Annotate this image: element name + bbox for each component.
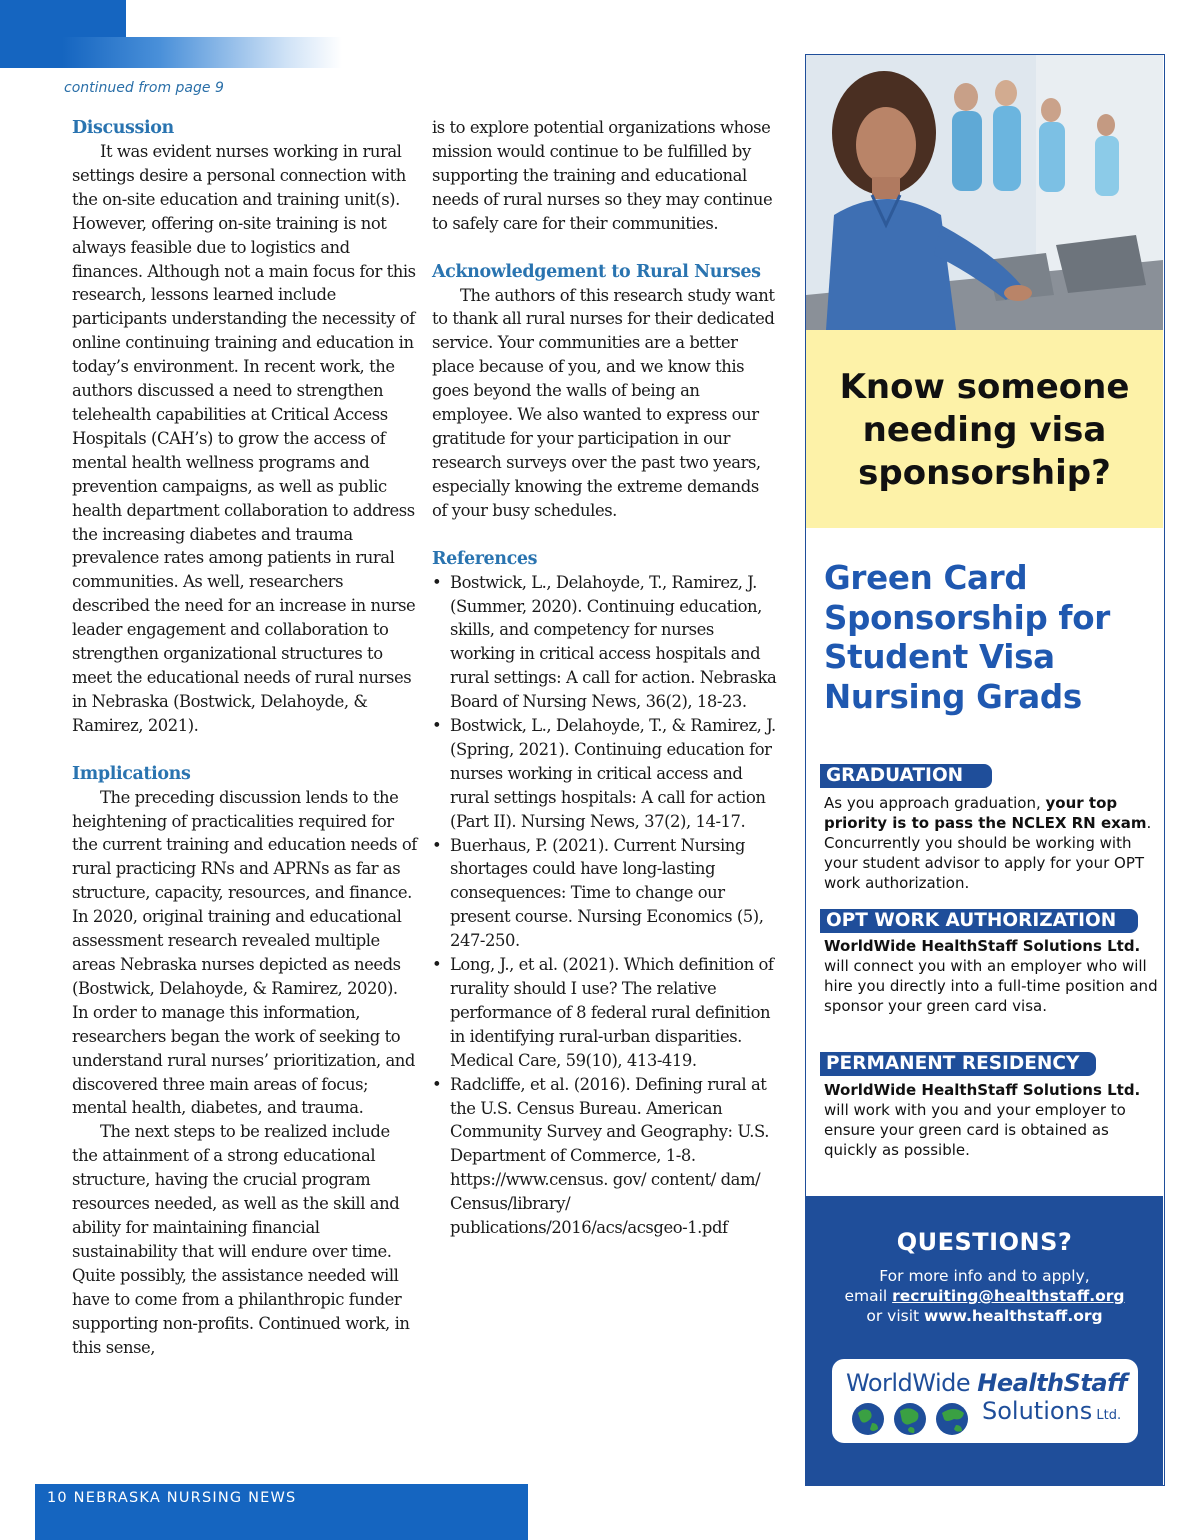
reference-item: • Bostwick, L., Delahoyde, T., Ramirez, J. (Summer, 2020). Continuing education, skills, and competency for nurses working in critical access hospitals and rural settings: A call for action. Nebraska Board of Nursing News, 36(2), 18-23. bbox=[432, 571, 777, 714]
questions-box bbox=[806, 1196, 1163, 1486]
company-logo bbox=[832, 1359, 1138, 1443]
implications-paragraph-1: The preceding discussion lends to the heightening of practicalities required for the current training and education needs of rural practicing RNs and APRNs as far as structure, capacity, resources, and finance. In 2020, original training and educational assessment research revealed multiple areas Nebraska nurses depicted as needs (Bostwick, Delahoyde, & Ramirez, 2020). In order to manage this information, researchers began the work of seeking to understand rural nurses’ prioritization, and discovered three main areas of focus; mental health, diabetes, and trauma. bbox=[72, 787, 417, 1118]
reference-item: • Buerhaus, P. (2021). Current Nursing shortages could have long-lasting consequences: Time to change our present course. Nursing Economics (5), 247-250. bbox=[432, 834, 777, 954]
reference-item: • Radcliffe, et al. (2016). Defining rural at the U.S. Census Bureau. American Community Survey and Geography: U.S. Department of Commerce, 1-8. https://www.census. gov/ content/ dam/ Census/library/ publications/2016/acs/acsgeo-1.pdf bbox=[432, 1073, 777, 1240]
questions-title: QUESTIONS? bbox=[896, 1228, 1073, 1256]
implications-paragraph-2: The next steps to be realized include the attainment of a strong educational structure, having the crucial program resources needed, as well as the skill and ability for maintaining financial sustainability that will endure over time. Quite possibly, the assistance needed will have to come from a philanthropic funder supporting non-profits. Continued work, in this sense, bbox=[72, 1122, 410, 1357]
article-column-2 bbox=[432, 116, 777, 1240]
implications-heading: Implications bbox=[72, 763, 191, 784]
acknowledgement-paragraph: The authors of this research study want to thank all rural nurses for their dedicated service. Your communities are a better place because of you, and we know this goes beyond the walls of being an employee. We also wanted to express our gratitude for your participation in our research surveys over the past two years, especially knowing the extreme demands of your busy schedules. bbox=[432, 285, 775, 520]
questions-text: For more info and to apply, email recruiting@healthstaff.org or visit www.healthstaff.org bbox=[844, 1267, 1125, 1325]
section-heading-residency: PERMANENT RESIDENCY bbox=[820, 1052, 1096, 1076]
reference-item: • Long, J., et al. (2021). Which definition of rurality should I use? The relative performance of 8 federal rural definition in identifying rural-urban disparities. Medical Care, 59(10), 413-419. bbox=[432, 953, 777, 1073]
nurses-photo bbox=[806, 55, 1163, 330]
references-heading: References bbox=[432, 548, 538, 569]
acknowledgement-heading: Acknowledgement to Rural Nurses bbox=[432, 261, 761, 282]
article-column-1 bbox=[72, 116, 417, 1359]
continued-note: continued from page 9 bbox=[64, 80, 224, 96]
email-link[interactable]: recruiting@healthstaff.org bbox=[892, 1287, 1125, 1305]
top-gradient-bar bbox=[62, 37, 342, 68]
question-banner bbox=[806, 330, 1163, 528]
section-heading-graduation: GRADUATION bbox=[820, 764, 992, 788]
section-body-graduation: As you approach graduation, your top priority is to pass the NCLEX RN exam. Concurrently you should be working with your student advisor to apply for your OPT work authorization. bbox=[824, 794, 1152, 892]
page-footer bbox=[35, 1484, 528, 1540]
continued-paragraph: is to explore potential organizations whose mission would continue to be fulfilled by supporting the training and educational needs of rural nurses so they may continue to safely care for their communities. bbox=[432, 118, 773, 233]
footer-label: 10 NEBRASKA NURSING NEWS bbox=[47, 1490, 297, 1506]
advertisement bbox=[805, 54, 1165, 1486]
discussion-paragraph: It was evident nurses working in rural settings desire a personal connection with the on-site education and training unit(s). However, offering on-site training is not always feasible due to logistics and finances. Although not a main focus for this research, lessons learned include participants understanding the necessity of online continuing training and education in today’s environment. In recent work, the authors discussed a need to strengthen telehealth capabilities at Critical Access Hospitals (CAH’s) to grow the access of mental health wellness programs and prevention campaigns, as well as public health department collaboration to address the increasing diabetes and trauma prevalence rates among patients in rural communities. As well, researchers described the need for an increase in nurse leader engagement and collaboration to strengthen organizational structures to meet the educational needs of rural nurses in Nebraska (Bostwick, Delahoyde, & Ramirez, 2021). bbox=[72, 142, 416, 735]
section-heading-opt: OPT WORK AUTHORIZATION bbox=[820, 909, 1138, 933]
discussion-heading: Discussion bbox=[72, 118, 174, 138]
globe-icons bbox=[850, 1401, 980, 1437]
logo-wordmark-line-2: Solutions Ltd. bbox=[982, 1397, 1122, 1425]
section-body-opt: WorldWide HealthStaff Solutions Ltd. will connect you with an employer who will hire you directly into a full-time position and sponsor your green card visa. bbox=[824, 937, 1158, 1015]
ad-title: Green Card Sponsorship for Student Visa Nursing Grads bbox=[824, 559, 1111, 716]
nurses-photo-illustration bbox=[806, 55, 1163, 330]
reference-item: • Bostwick, L., Delahoyde, T., & Ramirez, J. (Spring, 2021). Continuing education for nurses working in critical access and rural settings hospitals: A call for action (Part II). Nursing News, 37(2), 14-17. bbox=[432, 714, 777, 834]
question-headline: Know someone needing visa sponsorship? bbox=[839, 367, 1130, 493]
references-list bbox=[432, 571, 777, 1240]
section-body-residency: WorldWide HealthStaff Solutions Ltd. will work with you and your employer to ensure your green card is obtained as quickly as possible. bbox=[824, 1081, 1141, 1159]
logo-wordmark-line-1: WorldWide HealthStaff bbox=[846, 1369, 1127, 1397]
website-link[interactable]: www.healthstaff.org bbox=[924, 1307, 1103, 1325]
